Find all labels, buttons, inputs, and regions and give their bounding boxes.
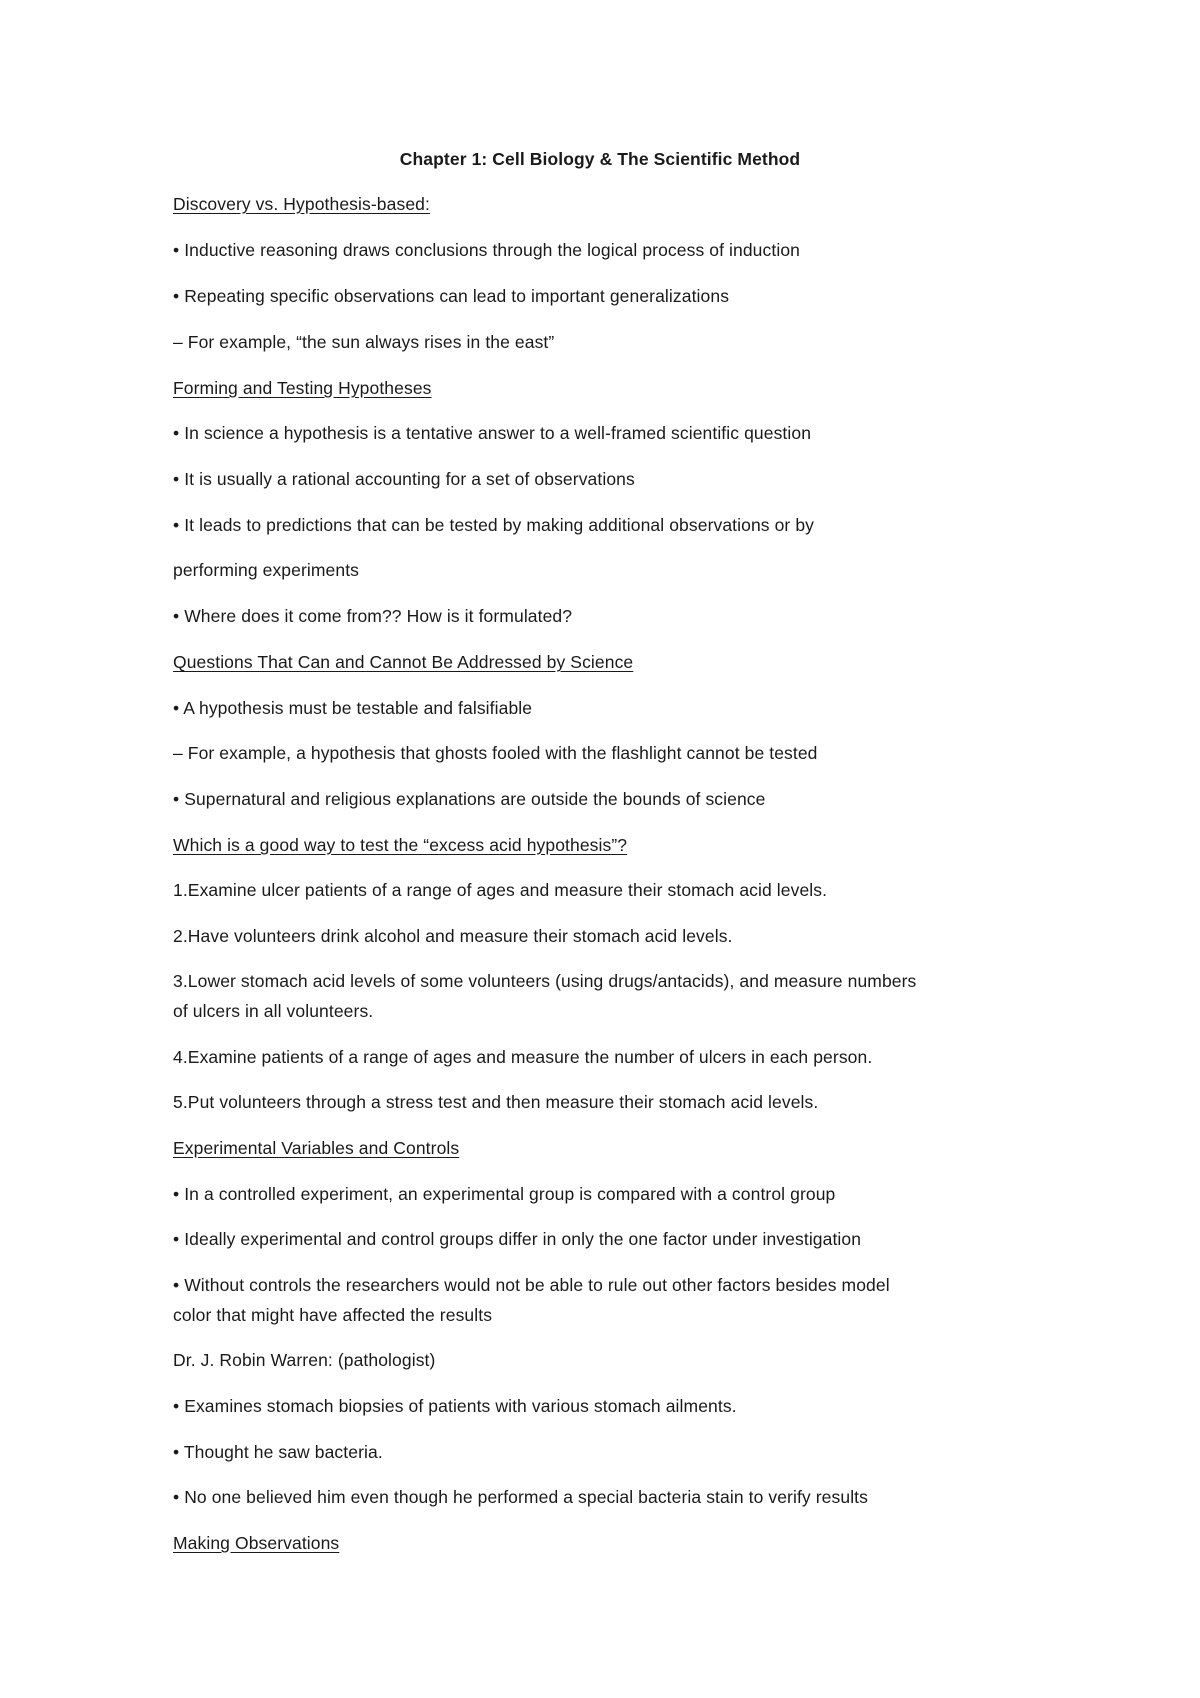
bullet-line: • Where does it come from?? How is it formulated? <box>173 606 573 626</box>
sub-bullet-line: – For example, a hypothesis that ghosts fooled with the flashlight cannot be tested <box>173 743 818 763</box>
numbered-item: 5.Put volunteers through a stress test and then measure their stomach acid levels. <box>173 1092 819 1112</box>
bullet-line: • Repeating specific observations can lead to important generalizations <box>173 286 730 306</box>
section-heading-forming-hypotheses: Forming and Testing Hypotheses <box>173 378 432 398</box>
bullet-line: • Ideally experimental and control groups differ in only the one factor under investigation <box>173 1229 862 1249</box>
bullet-line: • A hypothesis must be testable and falsifiable <box>173 698 533 718</box>
bullet-line: • Supernatural and religious explanations are outside the bounds of science <box>173 789 766 809</box>
section-heading-variables-controls: Experimental Variables and Controls <box>173 1138 460 1158</box>
numbered-item: 3.Lower stomach acid levels of some volunteers (using drugs/antacids), and measure numbers <box>173 971 917 991</box>
bullet-line: • Inductive reasoning draws conclusions through the logical process of induction <box>173 240 800 260</box>
section-heading-discovery: Discovery vs. Hypothesis-based: <box>173 194 430 214</box>
section-heading-observations: Making Observations <box>173 1533 340 1553</box>
bullet-line: • It is usually a rational accounting for a set of observations <box>173 469 635 489</box>
section-heading-excess-acid: Which is a good way to test the “excess acid hypothesis”? <box>173 835 628 855</box>
numbered-item-continuation: of ulcers in all volunteers. <box>173 1001 374 1021</box>
page-title: Chapter 1: Cell Biology & The Scientific Method <box>399 149 801 169</box>
bullet-line: • Examines stomach biopsies of patients with various stomach ailments. <box>173 1396 737 1416</box>
paragraph-line: Dr. J. Robin Warren: (pathologist) <box>173 1350 436 1370</box>
numbered-item: 4.Examine patients of a range of ages and measure the number of ulcers in each person. <box>173 1047 873 1067</box>
bullet-line: • In science a hypothesis is a tentative answer to a well-framed scientific question <box>173 423 812 443</box>
bullet-continuation: color that might have affected the results <box>173 1305 493 1325</box>
bullet-line: • It leads to predictions that can be tested by making additional observations or by <box>173 515 815 535</box>
bullet-continuation: performing experiments <box>173 560 360 580</box>
bullet-line: • No one believed him even though he performed a special bacteria stain to verify results <box>173 1487 868 1507</box>
sub-bullet-line: – For example, “the sun always rises in the east” <box>173 332 555 352</box>
numbered-item: 1.Examine ulcer patients of a range of ages and measure their stomach acid levels. <box>173 880 828 900</box>
bullet-line: • Thought he saw bacteria. <box>173 1442 383 1462</box>
section-heading-questions: Questions That Can and Cannot Be Addressed by Science <box>173 652 634 672</box>
numbered-item: 2.Have volunteers drink alcohol and measure their stomach acid levels. <box>173 926 733 946</box>
bullet-line: • In a controlled experiment, an experimental group is compared with a control group <box>173 1184 836 1204</box>
bullet-line: • Without controls the researchers would not be able to rule out other factors besides model <box>173 1275 890 1295</box>
